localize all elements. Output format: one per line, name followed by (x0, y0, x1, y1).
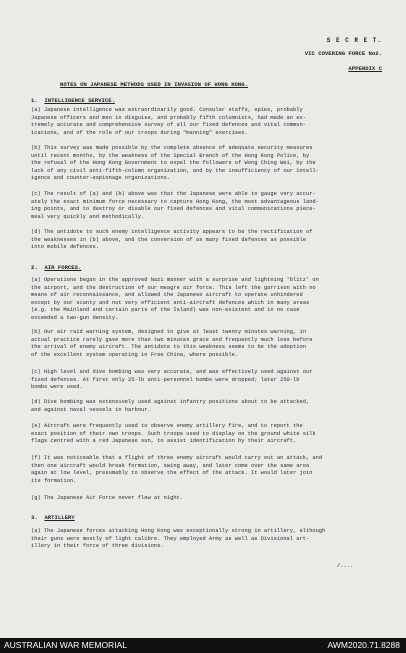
section-heading-2: 2. AIR FORCES. (31, 264, 82, 271)
paragraph-2c: (c) High level and dive bombing was very accurate, and was effectively used against our fixed defences. At first only 25-lb anti-personnel bombs were dropped; later 250-lb bombs were used. (31, 369, 313, 391)
archive-name: AUSTRALIAN WAR MEMORIAL (4, 640, 127, 650)
cover-reference: VIC COVERING FORCE No2. (304, 50, 382, 57)
paragraph-3a: (a) The Japanese forces attacking Hong Kong was exceptionally strong in artillery, although their guns were mostly of light calibre. They employed Army as well as Divisional art- illery in their force of three divisions. (31, 528, 326, 550)
paragraph-2d: (d) Dive bombing was extensively used against infantry positions about to be attacked, and against naval vessels in harbour. (31, 399, 310, 413)
archive-footer (0, 638, 406, 653)
paragraph-1b: (b) This survey was made possible by the complete absence of adequate security measures until recent months, by the weakness of the Special Branch of the Hong Kong Police, by the refusal of the Hong Kong Government to expel the followers of Wong Ching Wei, by the lack of any civil anti-fifth-column organization, and by the insufficiency of our intell- igence and counter-espionage organizations. (31, 145, 319, 182)
document-title: NOTES ON JAPANESE METHODS USED IN INVASION OF HONG KONG. (60, 81, 248, 88)
paragraph-2g: (g) The Japanese Air Force never flew at night. (31, 495, 184, 501)
paragraph-1d: (d) The antidote to such enemy intelligence activity appears to be the rectification of the weaknesses in (b) above, and the conversion of as many fixed defences as possible into mobile defences. (31, 229, 313, 251)
secret-marking: S E C R E T. (326, 37, 382, 44)
paragraph-2e: (e) Aircraft were frequently used to observe enemy artillery fire, and to report the exact position of their own troops. Such troops used to display on the ground white silk flags centred with a red Japanese sun, to assist identification by their aircraft. (31, 423, 316, 445)
section-heading-3: 3. ARTILLERY (31, 514, 75, 521)
paragraph-2a: (a) Operations began in the approved Nazi manner with a surprise and lightning 'blitz' on the airport, and the destruction of our meagre air force. This left the garrison with no means of air reconnaissance, and allowed the Japanese aircraft to operate unhindered except by our scanty and not very efficient anti-aircraft defences which in many areas (e.g. the Mainland and certain parts of the Island) was non-existent and in no case exceeded a two-gun density. (31, 277, 319, 321)
paragraph-2f: (f) It was noticeable that a flight of three enemy aircraft would carry out an attack, and then one aircraft would break formation, swing away, and later come over the same area again at low level, presumably to observe the effect of the attack. It would later join its formation. (31, 455, 323, 484)
appendix-label: APPENDIX C (348, 65, 382, 72)
paragraph-1c: (c) The result of (a) and (b) above was that the Japanese were able to gauge very accur- ately the exact minimum force necessary to capture Hong Kong, the most advantageous land- ing points, and to destroy or disable our fixed defences and vital communications piece- meal very quickly and methodically. (31, 191, 319, 220)
continuation-mark: /.... (337, 563, 354, 569)
section-heading-1: 1. INTELLIGENCE SERVICE. (31, 97, 115, 104)
paragraph-1a: (a) Japanese intelligence was extraordinarily good. Consular staffs, spies, probably Japanese officers and men in disguise, and probably fifth columnists, had made an ex- tremely accurate and comprehensive survey of all our fixed defences and vital commun- ications, and of the role of our troops during "manning" exercises. (31, 107, 306, 136)
paragraph-2b: (b) Our air raid warning system, designed to give at least twenty minutes warning, in actual practice rarely gave more than two minutes grace and frequently much less before the arrival of enemy aircraft. The antidote to this weakness seems to be the adoption of the excellent system operating in Free China, where possible. (31, 329, 313, 358)
accession-number: AWM2020.71.8288 (327, 640, 400, 650)
